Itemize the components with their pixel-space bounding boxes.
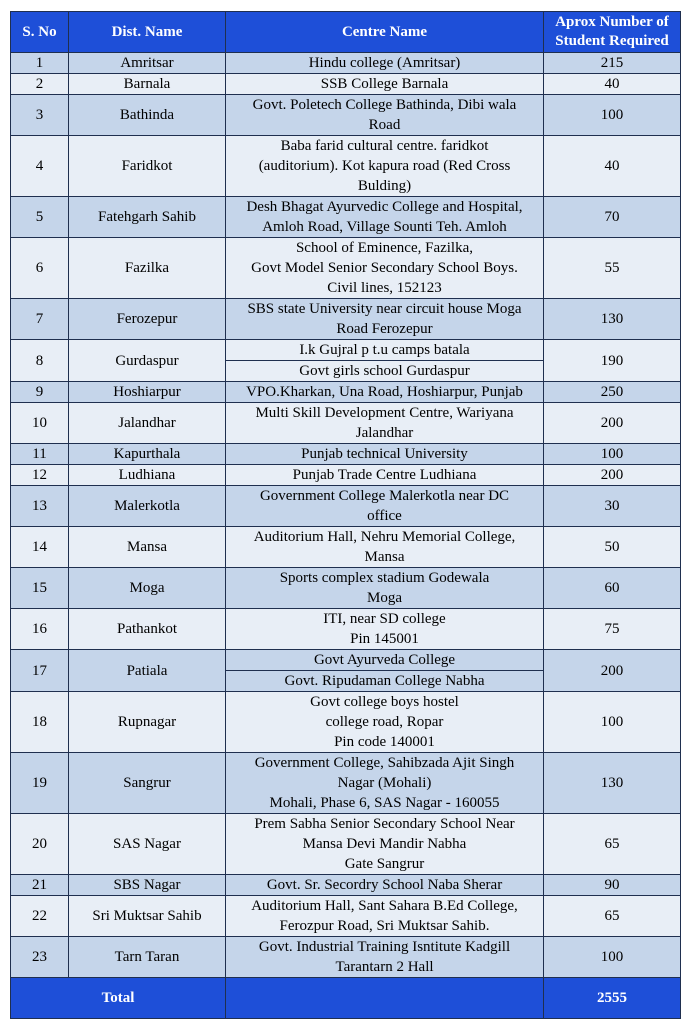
centre-line: Pin 145001	[350, 631, 419, 647]
student-count-cell: 200	[544, 465, 681, 486]
centre-cell	[226, 671, 544, 692]
table-row	[11, 486, 681, 527]
centre-line: Gate Sangrur	[344, 856, 425, 872]
student-count-cell: 30	[544, 486, 681, 527]
student-count-cell: 50	[544, 527, 681, 568]
sno-cell: 23	[11, 937, 69, 978]
table-row	[11, 238, 681, 299]
sno-cell: 5	[11, 197, 69, 238]
student-centres-table	[10, 11, 681, 1019]
centre-line: college road, Ropar	[325, 714, 444, 730]
sno-cell: 8	[11, 340, 69, 382]
centre-cell	[226, 650, 544, 671]
table-row	[11, 444, 681, 465]
header-district: Dist. Name	[69, 12, 226, 53]
centre-cell	[226, 74, 544, 95]
centre-line: Mansa Devi Mandir Nabha	[302, 836, 467, 852]
centre-line: Road Ferozepur	[336, 321, 433, 337]
centre-cell	[226, 361, 544, 382]
student-count-cell: 250	[544, 382, 681, 403]
district-cell: Malerkotla	[69, 486, 226, 527]
student-count-cell: 55	[544, 238, 681, 299]
centre-line: VPO.Kharkan, Una Road, Hoshiarpur, Punjab	[246, 384, 523, 400]
table-row	[11, 95, 681, 136]
centre-line: Nagar (Mohali)	[337, 775, 432, 791]
table-row	[11, 609, 681, 650]
centre-line: Amloh Road, Village Sounti Teh. Amloh	[262, 219, 507, 235]
centre-line: Government College, Sahibzada Ajit Singh	[254, 755, 515, 771]
centre-line: Civil lines, 152123	[327, 280, 442, 296]
total-spacer-cell	[226, 978, 544, 1019]
header-student-count	[544, 12, 681, 53]
centre-line: Govt Model Senior Secondary School Boys.	[251, 260, 518, 276]
district-cell: Amritsar	[69, 53, 226, 74]
table-row	[11, 692, 681, 753]
district-cell: Kapurthala	[69, 444, 226, 465]
sno-cell: 15	[11, 568, 69, 609]
district-cell: Gurdaspur	[69, 340, 226, 382]
student-count-cell: 100	[544, 937, 681, 978]
district-cell: Ludhiana	[69, 465, 226, 486]
student-count-cell: 75	[544, 609, 681, 650]
table-body	[11, 53, 681, 978]
student-count-cell: 130	[544, 753, 681, 814]
table-row	[11, 527, 681, 568]
sno-cell: 13	[11, 486, 69, 527]
centre-line: office	[367, 508, 402, 524]
total-row	[11, 978, 681, 1019]
centre-cell	[226, 527, 544, 568]
centre-line: Punjab technical University	[301, 446, 468, 462]
centre-line: Govt college boys hostel	[310, 694, 459, 710]
centre-cell	[226, 197, 544, 238]
sno-cell: 10	[11, 403, 69, 444]
table-row	[11, 875, 681, 896]
centre-line: Multi Skill Development Centre, Wariyana	[255, 405, 514, 421]
table-row	[11, 136, 681, 197]
table-row	[11, 568, 681, 609]
table-row	[11, 650, 681, 671]
district-cell: Patiala	[69, 650, 226, 692]
district-cell: Sangrur	[69, 753, 226, 814]
sno-cell: 12	[11, 465, 69, 486]
sno-cell: 14	[11, 527, 69, 568]
student-count-cell: 100	[544, 692, 681, 753]
centre-line: Bulding)	[357, 178, 412, 194]
total-value-cell: 2555	[544, 978, 681, 1019]
centre-line: Government College Malerkotla near DC	[259, 488, 510, 504]
student-count-cell: 90	[544, 875, 681, 896]
centre-line: SBS state University near circuit house Moga	[247, 301, 522, 317]
table-row	[11, 403, 681, 444]
district-cell: Hoshiarpur	[69, 382, 226, 403]
centre-cell	[226, 609, 544, 650]
district-cell: Faridkot	[69, 136, 226, 197]
centre-line: Govt. Poletech College Bathinda, Dibi wala	[252, 97, 517, 113]
centre-line: Mansa	[364, 549, 405, 565]
district-cell: Moga	[69, 568, 226, 609]
centre-cell	[226, 238, 544, 299]
district-cell: Bathinda	[69, 95, 226, 136]
table-row	[11, 814, 681, 875]
centre-cell	[226, 136, 544, 197]
student-count-cell: 100	[544, 95, 681, 136]
centre-line: Govt Ayurveda College	[313, 652, 456, 668]
centre-cell	[226, 95, 544, 136]
centre-line: School of Eminence, Fazilka,	[295, 240, 474, 256]
district-cell: Pathankot	[69, 609, 226, 650]
centre-line: Auditorium Hall, Sant Sahara B.Ed College,	[251, 898, 518, 914]
student-count-cell: 100	[544, 444, 681, 465]
centre-cell	[226, 692, 544, 753]
student-count-cell: 70	[544, 197, 681, 238]
centre-line: Sports complex stadium Godewala	[279, 570, 490, 586]
student-count-cell: 130	[544, 299, 681, 340]
district-cell: Sri Muktsar Sahib	[69, 896, 226, 937]
centre-line: (auditorium). Kot kapura road (Red Cross	[258, 158, 511, 174]
sno-cell: 21	[11, 875, 69, 896]
student-count-cell: 215	[544, 53, 681, 74]
centre-cell	[226, 465, 544, 486]
centre-line: Hindu college (Amritsar)	[308, 55, 461, 71]
table-row	[11, 197, 681, 238]
district-cell: SAS Nagar	[69, 814, 226, 875]
centre-line: Jalandhar	[355, 425, 414, 441]
table-row	[11, 465, 681, 486]
centre-line: Govt. Industrial Training Isntitute Kadgill	[258, 939, 511, 955]
student-count-cell: 65	[544, 896, 681, 937]
student-count-cell: 200	[544, 650, 681, 692]
table-row	[11, 74, 681, 95]
header-sno: S. No	[11, 12, 69, 53]
centre-line: Tarantarn 2 Hall	[335, 959, 434, 975]
student-count-cell: 200	[544, 403, 681, 444]
centre-line: Punjab Trade Centre Ludhiana	[292, 467, 477, 483]
centre-line: Auditorium Hall, Nehru Memorial College,	[253, 529, 516, 545]
sno-cell: 16	[11, 609, 69, 650]
centre-line: Pin code 140001	[334, 734, 435, 750]
centre-cell	[226, 340, 544, 361]
centre-line: Ferozpur Road, Sri Muktsar Sahib.	[279, 918, 490, 934]
sno-cell: 17	[11, 650, 69, 692]
centre-line: Govt. Ripudaman College Nabha	[284, 673, 485, 689]
sno-cell: 2	[11, 74, 69, 95]
district-cell: SBS Nagar	[69, 875, 226, 896]
centre-line: Mohali, Phase 6, SAS Nagar - 160055	[269, 795, 500, 811]
sno-cell: 22	[11, 896, 69, 937]
district-cell: Fazilka	[69, 238, 226, 299]
table-row	[11, 53, 681, 74]
table-row	[11, 382, 681, 403]
centre-cell	[226, 568, 544, 609]
centre-cell	[226, 486, 544, 527]
district-cell: Ferozepur	[69, 299, 226, 340]
centre-cell	[226, 299, 544, 340]
district-cell: Fatehgarh Sahib	[69, 197, 226, 238]
sno-cell: 4	[11, 136, 69, 197]
student-count-cell: 40	[544, 74, 681, 95]
sno-cell: 18	[11, 692, 69, 753]
student-count-cell: 40	[544, 136, 681, 197]
sno-cell: 3	[11, 95, 69, 136]
district-cell: Tarn Taran	[69, 937, 226, 978]
table-row	[11, 896, 681, 937]
centre-line: Govt. Sr. Secordry School Naba Sherar	[266, 877, 503, 893]
district-cell: Barnala	[69, 74, 226, 95]
centre-line: SSB College Barnala	[320, 76, 449, 92]
district-cell: Rupnagar	[69, 692, 226, 753]
header-count-line1: Aprox Number of	[555, 14, 669, 30]
centre-line: Baba farid cultural centre. faridkot	[280, 138, 489, 154]
centre-cell	[226, 53, 544, 74]
student-count-cell: 65	[544, 814, 681, 875]
centre-line: Desh Bhagat Ayurvedic College and Hospital,	[246, 199, 523, 215]
centre-cell	[226, 937, 544, 978]
sno-cell: 19	[11, 753, 69, 814]
centre-cell	[226, 444, 544, 465]
table-header-row	[11, 12, 681, 53]
student-count-cell: 190	[544, 340, 681, 382]
student-count-cell: 60	[544, 568, 681, 609]
centre-cell	[226, 753, 544, 814]
centre-line: Govt girls school Gurdaspur	[299, 363, 470, 379]
centre-line: I.k Gujral p t.u camps batala	[299, 342, 470, 358]
sno-cell: 11	[11, 444, 69, 465]
centre-line: Prem Sabha Senior Secondary School Near	[254, 816, 515, 832]
centre-cell	[226, 403, 544, 444]
centre-cell	[226, 814, 544, 875]
district-cell: Mansa	[69, 527, 226, 568]
total-label-cell: Total	[11, 978, 226, 1019]
centre-line: Moga	[367, 590, 402, 606]
sno-cell: 9	[11, 382, 69, 403]
district-cell: Jalandhar	[69, 403, 226, 444]
header-centre: Centre Name	[226, 12, 544, 53]
header-count-line2: Student Required	[555, 33, 669, 49]
table-row	[11, 937, 681, 978]
centre-line: Road	[368, 117, 401, 133]
table-row	[11, 340, 681, 361]
sno-cell: 20	[11, 814, 69, 875]
centre-cell	[226, 896, 544, 937]
table-row	[11, 299, 681, 340]
centre-cell	[226, 875, 544, 896]
table-row	[11, 753, 681, 814]
sno-cell: 7	[11, 299, 69, 340]
centre-cell	[226, 382, 544, 403]
centre-line: ITI, near SD college	[323, 611, 446, 627]
sno-cell: 1	[11, 53, 69, 74]
sno-cell: 6	[11, 238, 69, 299]
